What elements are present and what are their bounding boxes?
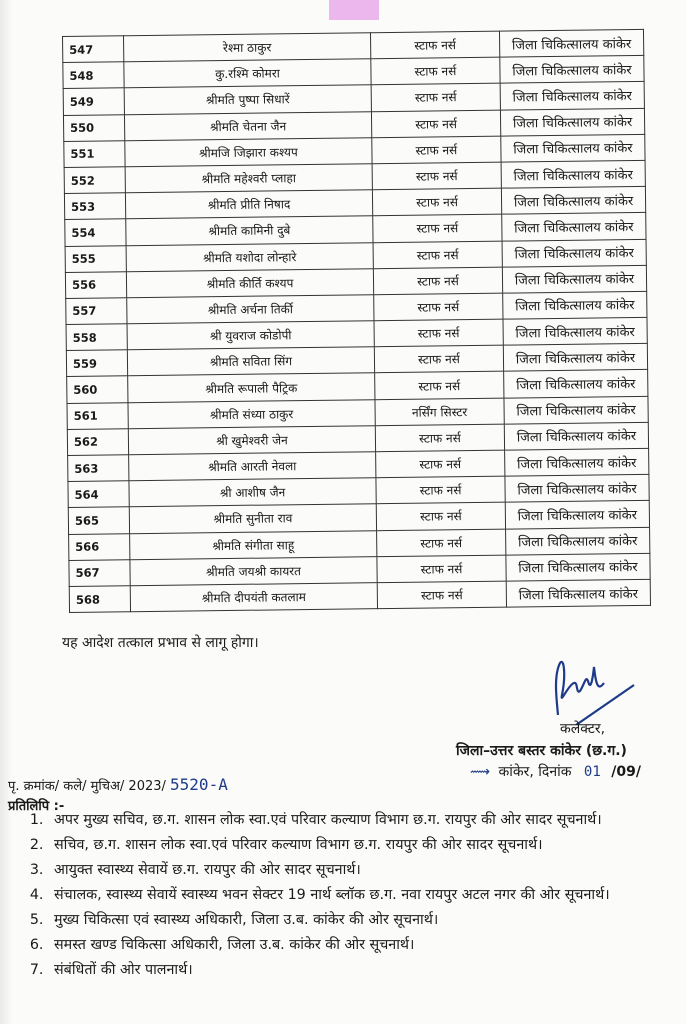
employee-name: रेश्मा ठाकुर bbox=[124, 33, 371, 62]
cc-list-item: 6. समस्त खण्ड चिकित्सा अधिकारी, जिला उ.ब. कांकेर की ओर सूचनार्थ। bbox=[48, 935, 686, 955]
designation: स्टाफ नर्स bbox=[377, 529, 506, 557]
designation: स्टाफ नर्स bbox=[377, 555, 506, 583]
designation: स्टाफ नर्स bbox=[370, 31, 499, 59]
designation: स्टाफ नर्स bbox=[374, 319, 503, 347]
designation: स्टाफ नर्स bbox=[373, 214, 502, 242]
place-date-label: कांकेर, दिनांक bbox=[498, 764, 572, 780]
employee-name: श्रीमति आरती नेवला bbox=[129, 452, 376, 481]
posting-office: जिला चिकित्सालय कांकेर bbox=[506, 553, 650, 581]
posting-office: जिला चिकित्सालय कांकेर bbox=[500, 56, 644, 84]
date-day: 01 bbox=[583, 764, 601, 780]
initial-mark: ⟿ bbox=[470, 764, 499, 780]
place-date bbox=[470, 762, 641, 781]
serial-number: 562 bbox=[67, 429, 128, 456]
serial-number: 561 bbox=[67, 402, 128, 429]
serial-number: 551 bbox=[64, 140, 125, 167]
serial-number: 553 bbox=[64, 193, 125, 220]
employee-name: श्रीमजि जिझारा कश्यप bbox=[125, 137, 372, 166]
posting-office: जिला चिकित्सालय कांकेर bbox=[500, 82, 644, 110]
posting-office: जिला चिकित्सालय कांकेर bbox=[504, 396, 648, 424]
serial-number: 563 bbox=[68, 455, 129, 482]
reference-number bbox=[8, 775, 228, 794]
designation: स्टाफ नर्स bbox=[376, 502, 505, 530]
serial-number: 550 bbox=[63, 114, 124, 141]
posting-office: जिला चिकित्सालय कांकेर bbox=[506, 527, 650, 555]
posting-office: जिला चिकित्सालय कांकेर bbox=[505, 448, 649, 476]
collector-signature bbox=[546, 655, 636, 725]
posting-office: जिला चिकित्सालय कांकेर bbox=[500, 108, 644, 136]
cc-list-item: 3. आयुक्त स्वास्थ्य सेवायें छ.ग. रायपुर की ओर सादर सूचनार्थ। bbox=[48, 860, 686, 880]
posting-office: जिला चिकित्सालय कांकेर bbox=[503, 317, 647, 345]
serial-number: 560 bbox=[67, 376, 128, 403]
employee-name: श्रीमति कामिनी दुबे bbox=[126, 216, 373, 245]
date-month: /09/ bbox=[611, 764, 641, 780]
signatory-title: कलेक्टर, bbox=[560, 721, 606, 737]
serial-number: 564 bbox=[68, 481, 129, 508]
designation: स्टाफ नर्स bbox=[373, 241, 502, 269]
staff-posting-table bbox=[62, 29, 651, 613]
designation: स्टाफ नर्स bbox=[373, 267, 502, 295]
cc-list-item: 5. मुख्य चिकित्सा एवं स्वास्थ्य अधिकारी, जिला उ.ब. कांकेर की ओर सूचनार्थ। bbox=[48, 910, 686, 930]
employee-name: श्रीमति प्रीति निषाद bbox=[125, 190, 372, 219]
employee-name: श्रीमति संगीता साहू bbox=[130, 530, 377, 559]
employee-name: श्रीमति यशोदा लोन्हारे bbox=[126, 242, 373, 271]
reference-prefix: पृ. क्रमांक/ कले/ मुचिअ/ 2023/ bbox=[8, 779, 166, 794]
employee-name: कु.रश्मि कोमरा bbox=[124, 59, 371, 88]
serial-number: 556 bbox=[65, 271, 126, 298]
serial-number: 567 bbox=[69, 559, 130, 586]
employee-name: श्री खुमेश्वरी जेन bbox=[128, 426, 375, 455]
serial-number: 552 bbox=[64, 167, 125, 194]
employee-name: श्रीमति जयश्री कायरत bbox=[130, 556, 377, 585]
posting-office: जिला चिकित्सालय कांकेर bbox=[501, 160, 645, 188]
employee-name: श्रीमति अर्चना तिर्की bbox=[127, 295, 374, 324]
employee-name: श्रीमति महेश्वरी प्लाहा bbox=[125, 164, 372, 193]
posting-office: जिला चिकित्सालय कांकेर bbox=[505, 501, 649, 529]
employee-name: श्रीमति सविता सिंग bbox=[127, 347, 374, 376]
designation: स्टाफ नर्स bbox=[376, 476, 505, 504]
signatory-district: जिला–उत्तर बस्तर कांकेर (छ.ग.) bbox=[456, 743, 627, 759]
serial-number: 557 bbox=[66, 298, 127, 325]
designation: स्टाफ नर्स bbox=[377, 581, 506, 609]
designation: स्टाफ नर्स bbox=[371, 57, 500, 85]
serial-number: 554 bbox=[65, 219, 126, 246]
employee-name: श्री युवराज कोडोपी bbox=[127, 321, 374, 350]
employee-name: श्रीमति सुनीता राव bbox=[129, 504, 376, 533]
posting-office: जिला चिकित्सालय कांकेर bbox=[502, 239, 646, 267]
posting-office: जिला चिकित्सालय कांकेर bbox=[502, 265, 646, 293]
designation: स्टाफ नर्स bbox=[375, 424, 504, 452]
designation: स्टाफ नर्स bbox=[372, 188, 501, 216]
serial-number: 568 bbox=[69, 586, 130, 613]
cc-list-item: 7. संबंधितों की ओर पालनार्थ। bbox=[48, 960, 686, 980]
employee-name: श्रीमति चेतना जैन bbox=[124, 111, 371, 140]
serial-number: 555 bbox=[65, 245, 126, 272]
designation: स्टाफ नर्स bbox=[374, 345, 503, 373]
posting-office: जिला चिकित्सालय कांकेर bbox=[503, 291, 647, 319]
posting-office: जिला चिकित्सालय कांकेर bbox=[499, 29, 643, 57]
designation: स्टाफ नर्स bbox=[374, 293, 503, 321]
designation: स्टाफ नर्स bbox=[372, 136, 501, 164]
designation: नर्सिंग सिस्टर bbox=[375, 398, 504, 426]
posting-office: जिला चिकित्सालय कांकेर bbox=[504, 422, 648, 450]
posting-office: जिला चिकित्सालय कांकेर bbox=[505, 475, 649, 503]
designation: स्टाफ नर्स bbox=[371, 110, 500, 138]
employee-name: श्रीमति कीर्ति कश्यप bbox=[126, 268, 373, 297]
employee-name: श्री आशीष जैन bbox=[129, 478, 376, 507]
cc-list bbox=[8, 810, 686, 985]
posting-office: जिला चिकित्सालय कांकेर bbox=[504, 370, 648, 398]
posting-office: जिला चिकित्सालय कांकेर bbox=[506, 579, 650, 607]
cc-list-item: 1. अपर मुख्य सचिव, छ.ग. शासन लोक स्वा.एवं परिवार कल्याण विभाग छ.ग. रायपुर की ओर सादर सूचनार्थ। bbox=[48, 810, 686, 830]
order-effect-statement: यह आदेश तत्काल प्रभाव से लागू होगा। bbox=[62, 635, 259, 651]
cc-list-item: 4. संचालक, स्वास्थ्य सेवायें स्वास्थ्य भवन सेक्टर 19 नार्थ ब्लॉक छ.ग. नवा रायपुर अटल नगर की ओर सूचनार्थ। bbox=[48, 885, 686, 905]
pink-sticky-mark bbox=[329, 0, 379, 20]
serial-number: 559 bbox=[66, 350, 127, 377]
cc-list-item: 2. सचिव, छ.ग. शासन लोक स्वा.एवं परिवार कल्याण विभाग छ.ग. रायपुर की ओर सादर सूचनार्थ। bbox=[48, 835, 686, 855]
posting-office: जिला चिकित्सालय कांकेर bbox=[503, 344, 647, 372]
posting-office: जिला चिकित्सालय कांकेर bbox=[502, 213, 646, 241]
employee-name: श्रीमति संध्या ठाकुर bbox=[128, 399, 375, 428]
serial-number: 558 bbox=[66, 324, 127, 351]
serial-number: 549 bbox=[63, 88, 124, 115]
posting-office: जिला चिकित्सालय कांकेर bbox=[501, 187, 645, 215]
serial-number: 566 bbox=[69, 533, 130, 560]
designation: स्टाफ नर्स bbox=[371, 84, 500, 112]
employee-name: श्रीमति पुष्पा सिधारें bbox=[124, 85, 371, 114]
serial-number: 548 bbox=[63, 62, 124, 89]
designation: स्टाफ नर्स bbox=[375, 372, 504, 400]
serial-number: 565 bbox=[68, 507, 129, 534]
cc-label: प्रतिलिपि :- bbox=[8, 799, 65, 814]
reference-handwritten-number: 5520-A bbox=[170, 775, 228, 794]
designation: स्टाफ नर्स bbox=[372, 162, 501, 190]
employee-name: श्रीमति रूपाली पैट्रिक bbox=[128, 373, 375, 402]
serial-number: 547 bbox=[63, 36, 124, 63]
employee-name: श्रीमति दीपयंती कतलाम bbox=[130, 583, 377, 612]
posting-office: जिला चिकित्सालय कांकेर bbox=[501, 134, 645, 162]
designation: स्टाफ नर्स bbox=[376, 450, 505, 478]
